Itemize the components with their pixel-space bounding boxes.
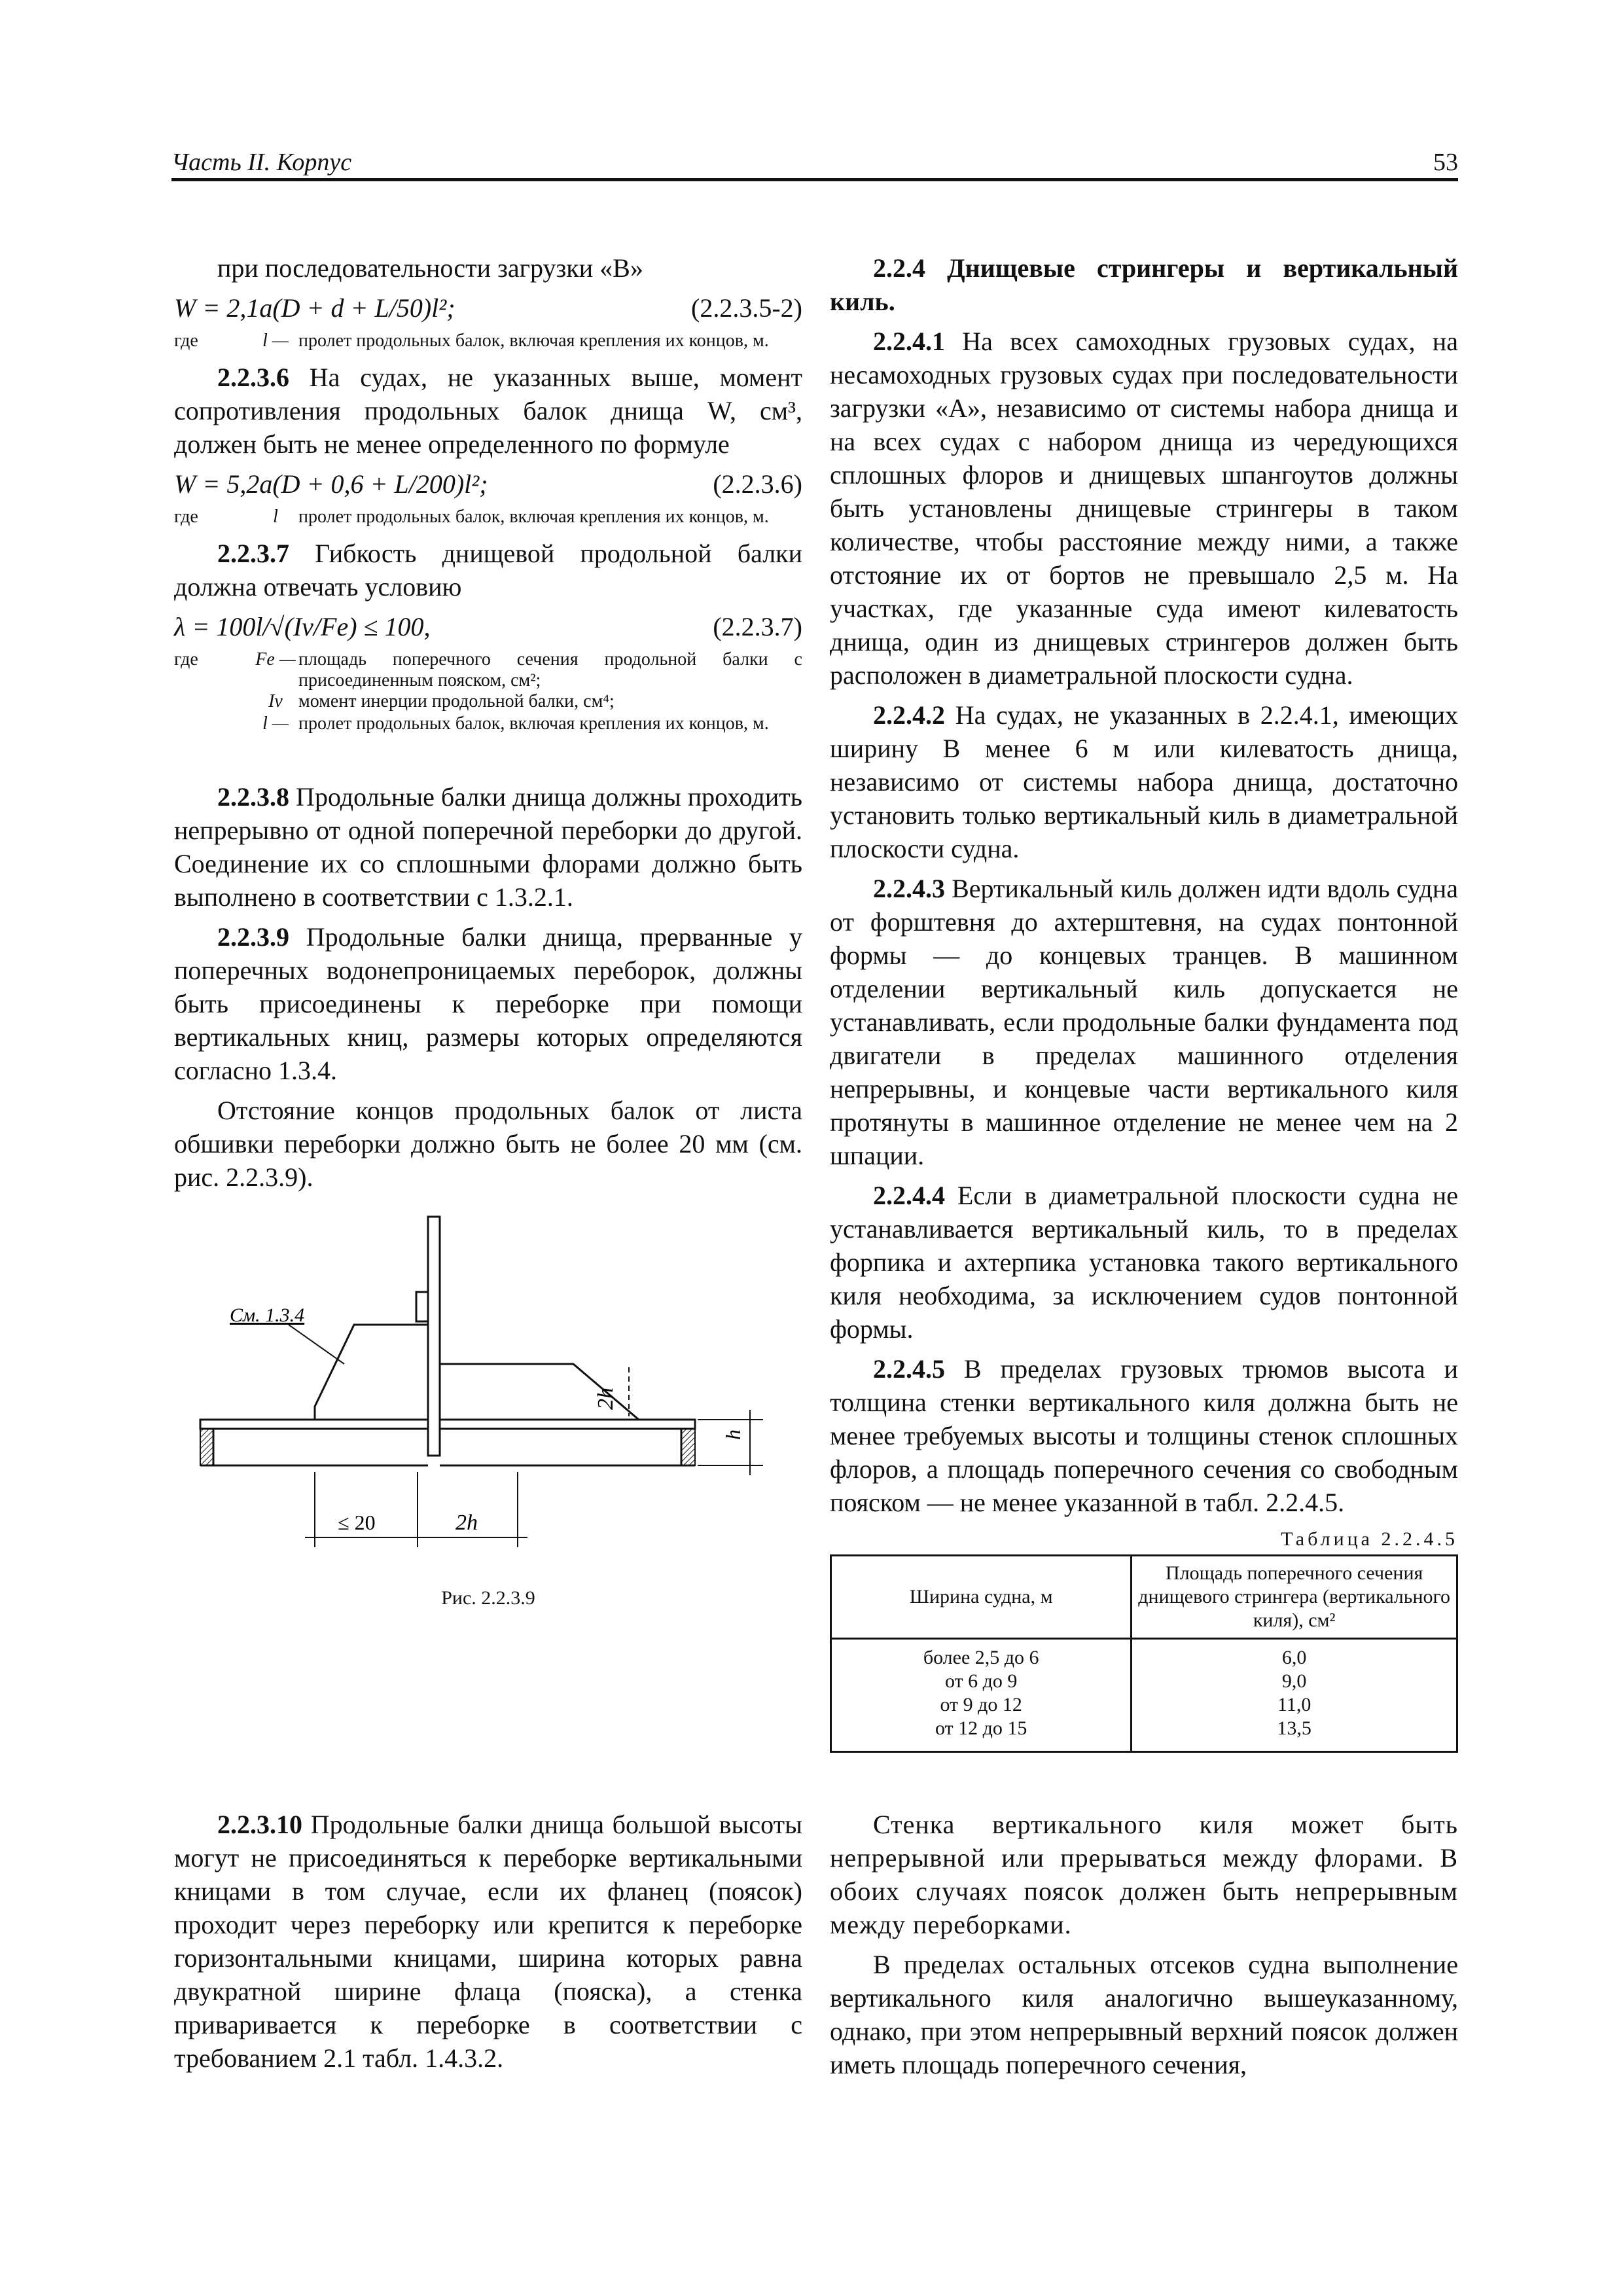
formula-number: (2.2.3.7) — [713, 612, 802, 641]
bottom-left-block — [174, 1808, 802, 2081]
width-value: более 2,5 до 6 — [923, 1647, 1039, 1668]
section-2-2-3-6 — [174, 361, 802, 461]
section-text: Продольные балки днища должны проходить непрерывно от одной поперечной переборки до другой. Соединение их со сплошными флорами должно быть выполнено в соответствии с 1.3.2.1. — [174, 782, 802, 912]
table-row — [831, 1639, 1457, 1752]
dim-2h-vertical: 2h — [594, 1388, 618, 1410]
section-2-2-4-2 — [830, 698, 1458, 865]
table-caption: Таблица 2.2.4.5 — [1281, 1528, 1458, 1550]
formula-expression: W = 2,1a(D + d + L/50)l²; — [174, 293, 455, 323]
section-text: Продольные балки днища большой высоты могут не присоединяться к переборке вертикальными кницами в том случае, если их фланец (поясок) проходит через переборку или крепится к переборке горизонтальными кницами, ширина которых равна двукратной ширине флаца (пояска), а стенка приваривается к переборке в соответствии с требованием 2.1 табл. 1.4.3.2. — [174, 1810, 802, 2073]
section-text: На судах, не указанных выше, момент сопротивления продольных балок днища W, см³, должен быть не менее определенного по формуле — [174, 363, 802, 459]
formula-2-2-3-7 — [174, 610, 802, 644]
formula-legend — [174, 649, 802, 691]
legend-text: пролет продольных балок, включая крепления их концов, м. — [298, 507, 769, 527]
section-number: 2.2.4.2 — [873, 700, 945, 730]
section-number: 2.2.3.6 — [217, 363, 289, 392]
table-header-row — [831, 1556, 1457, 1639]
section-2-2-3-10 — [174, 1808, 802, 2075]
section-text: На всех самоходных грузовых судах, на несамоходных грузовых судах при последовательности загрузки «А», независимо от системы набора днища и на всех судах с набором днища из чередующихся сплошных флоров и днищевых шпангоутов должны быть установлены днищевые стрингеры в таком количестве, чтобы расстояние между ними, а также отстояние их от бортов не превышало 2,5 м. На участках, где указанные суда имеют килеватость днища, один из днищевых стрингеров должен быть расположен в диаметральной плоскости судна. — [830, 327, 1458, 690]
section-2-2-3-9 — [174, 920, 802, 1087]
area-value: 9,0 — [1281, 1670, 1307, 1692]
paragraph-loading-b: при последовательности загрузки «В» — [217, 253, 643, 283]
section-number: 2.2.3.7 — [217, 539, 289, 568]
legend-text: момент инерции продольной балки, см⁴; — [298, 691, 615, 711]
area-value: 6,0 — [1281, 1647, 1307, 1668]
section-number: 2.2.4.5 — [873, 1354, 945, 1384]
dim-le-20: ≤ 20 — [338, 1511, 376, 1534]
formula-legend — [174, 331, 802, 351]
section-2-2-4-4 — [830, 1179, 1458, 1346]
section-text: Если в диаметральной плоскости судна не устанавливается вертикальный киль, то в пределах форпика и ахтерпика установка такого вертикального киля необходима, за исключением судов понтонной формы. — [830, 1181, 1458, 1344]
header-rule — [171, 178, 1458, 181]
section-number: 2.2.3.9 — [217, 922, 289, 952]
paragraph-distance: Отстояние концов продольных балок от листа обшивки переборки должно быть не более 20 мм (см. рис. 2.2.3.9). — [174, 1096, 802, 1192]
table-2-2-4-5 — [830, 1554, 1458, 1753]
section-text: На судах, не указанных в 2.2.4.1, имеющих ширину B менее 6 м или килеватость днища, независимо от системы набора днища, достаточно установить только вертикальный киль в диаметральной плоскости судна. — [830, 700, 1458, 863]
legend-text: площадь поперечного сечения продольной балки с присоединенным пояском, см²; — [298, 649, 802, 691]
section-text: Гибкость днищевой продольной балки должна отвечать условию — [174, 539, 802, 601]
table-cell-areas — [1132, 1639, 1457, 1752]
running-header: Часть II. Корпус — [171, 149, 352, 176]
section-number: 2.2.4.1 — [873, 327, 945, 356]
legend-where: где — [174, 649, 198, 670]
legend-text: пролет продольных балок, включая крепления их концов, м. — [298, 331, 769, 351]
legend-where: где — [174, 507, 198, 527]
width-value: от 12 до 15 — [935, 1717, 1027, 1739]
section-number: 2.2.3.10 — [217, 1810, 302, 1839]
table-header-area: Площадь поперечного сечения днищевого стрингера (вертикального киля), см² — [1132, 1556, 1457, 1639]
legend-symbol: l — — [262, 331, 289, 351]
formula-legend — [174, 507, 802, 528]
formula-expression: W = 5,2a(D + 0,6 + L/200)l²; — [174, 469, 488, 499]
page-number: 53 — [1433, 149, 1458, 176]
formula-2-2-3-6 — [174, 467, 802, 501]
bottom-right-block — [830, 1808, 1458, 2088]
section-2-2-3-7 — [174, 537, 802, 603]
bracket-drawing — [174, 1213, 802, 1580]
table-cell-widths — [831, 1639, 1132, 1752]
section-number: 2.2.4.4 — [873, 1181, 945, 1210]
figure-caption: Рис. 2.2.3.9 — [441, 1587, 535, 1609]
legend-symbol: l — — [262, 713, 289, 734]
width-value: от 6 до 9 — [944, 1670, 1018, 1692]
paragraph-keel-web: Стенка вертикального киля может быть непрерывной или прерываться между флорами. В обоих случаях поясок должен быть непрерывным между переборками. — [830, 1810, 1458, 1939]
legend-symbol: Iv — [268, 691, 283, 711]
dim-2h-horizontal: 2h — [455, 1511, 478, 1535]
section-text: Вертикальный киль должен идти вдоль судна от форштевня до ахтерштевня, на судах понтонной формы — до концевых транцев. В машинном отделении вертикальный киль допускается не устанавливать, если продольные балки фундамента под двигатели в пределах машинного отделения непрерывны, и концевые части вертикального киля протянуты в машинное отделение не менее чем на 2 шпации. — [830, 874, 1458, 1170]
legend-where — [174, 713, 253, 734]
figure-2-2-3-9 — [174, 1213, 802, 1619]
formula-legend — [174, 691, 802, 712]
section-2-2-3-8 — [174, 780, 802, 914]
legend-where: где — [174, 331, 198, 351]
right-column — [830, 251, 1458, 1753]
formula-2-2-3-5-2 — [174, 291, 802, 325]
legend-symbol: l — [273, 507, 278, 527]
beam-flange-right — [440, 1420, 695, 1429]
dim-h: h — [721, 1429, 745, 1440]
formula-legend — [174, 713, 802, 734]
formula-number: (2.2.3.6) — [713, 469, 802, 499]
paragraph-other-compartments: В пределах остальных отсеков судна выполнение вертикального киля аналогично вышеуказанному, однако, при этом непрерывный верхний поясок должен иметь площадь поперечного сечения, — [830, 1950, 1458, 2079]
beam-flange-left — [200, 1420, 428, 1429]
section-text: Продольные балки днища, прерванные у поперечных водонепроницаемых переборок, должны быть присоединены к переборке при помощи вертикальных книц, размеры которых определяются согласно 1.3.4. — [174, 922, 802, 1085]
area-value: 13,5 — [1277, 1717, 1311, 1739]
section-2-2-4-3 — [830, 872, 1458, 1172]
section-number: 2.2.4.3 — [873, 874, 945, 903]
ref-label: См. 1.3.4 — [230, 1304, 305, 1326]
section-2-2-4-5 — [830, 1352, 1458, 1519]
left-column — [174, 251, 802, 1619]
table-header-width: Ширина судна, м — [831, 1556, 1132, 1639]
formula-expression: λ = 100l/√(Iv/Fe) ≤ 100, — [174, 612, 431, 641]
bulkhead-flange — [416, 1292, 428, 1321]
section-number: 2.2.3.8 — [217, 782, 289, 812]
legend-symbol: Fe — — [255, 649, 296, 670]
left-bracket — [315, 1325, 428, 1420]
bulkhead — [428, 1217, 440, 1456]
section-2-2-4-1 — [830, 325, 1458, 692]
legend-text: пролет продольных балок, включая крепления их концов, м. — [298, 713, 769, 734]
section-text: В пределах грузовых трюмов высота и толщина стенки вертикального киля должна быть не менее требуемых высоты и толщины стенок сплошных флоров, а площадь поперечного сечения со свободным пояском — не менее указанной в табл. 2.2.4.5. — [830, 1354, 1458, 1517]
heading-2-2-4: 2.2.4 Днищевые стрингеры и вертикальный киль. — [830, 253, 1458, 316]
area-value: 11,0 — [1277, 1694, 1311, 1715]
formula-number: (2.2.3.5-2) — [691, 293, 802, 323]
legend-where — [174, 691, 253, 712]
width-value: от 9 до 12 — [940, 1694, 1022, 1715]
